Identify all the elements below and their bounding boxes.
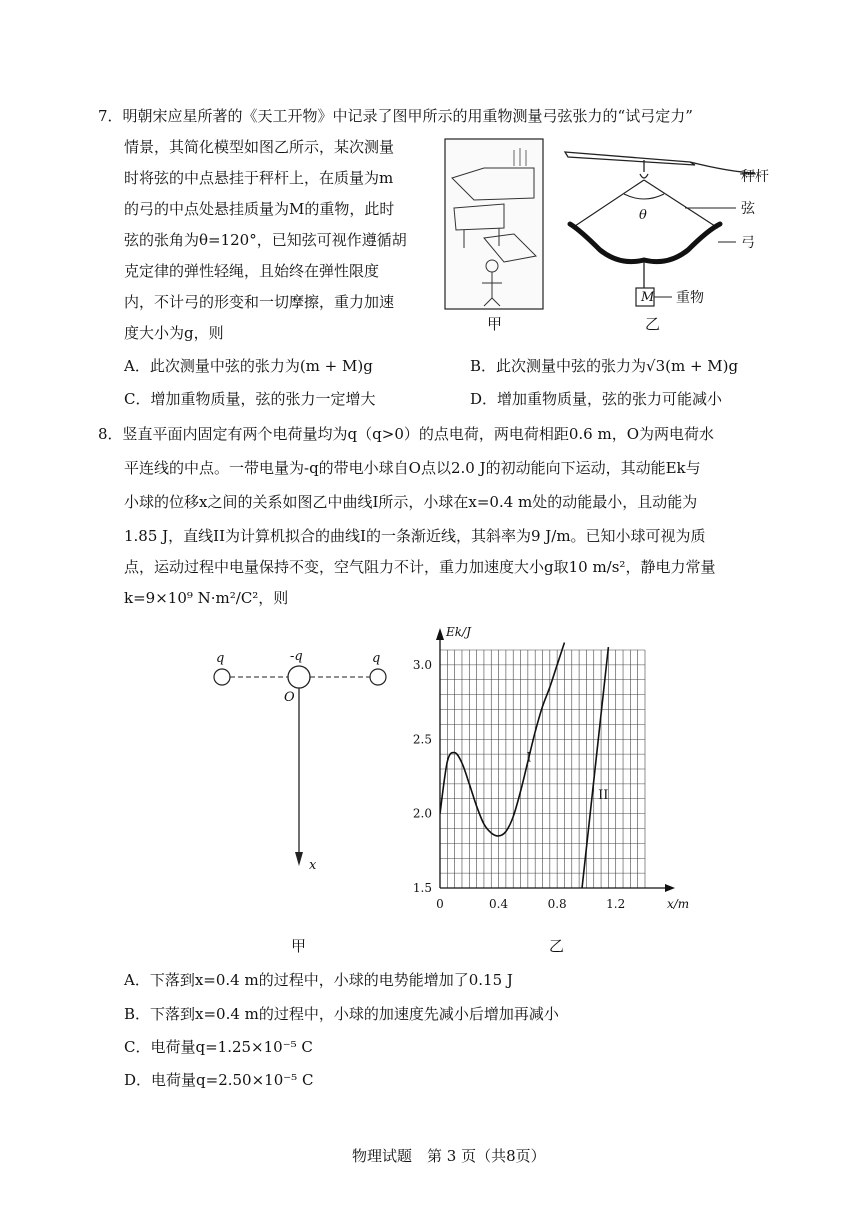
- page-footer: 物理试题 第 3 页（共8页）: [352, 1147, 546, 1165]
- q8-option-a: A．下落到x=0.4 m的过程中，小球的电势能增加了0.15 J: [124, 971, 513, 989]
- y-tick-label: 2.5: [412, 732, 432, 747]
- q7-line-2: 情景，其简化模型如图乙所示，某次测量: [124, 138, 395, 156]
- rod-shape: [565, 152, 695, 165]
- x-axis-arrow-icon: [665, 884, 675, 892]
- series-label-II: II: [598, 787, 609, 803]
- chart-grid: [440, 650, 645, 888]
- label-string: 弦: [741, 201, 755, 217]
- q8-option-c: C．电荷量q=1.25×10⁻⁵ C: [124, 1038, 313, 1056]
- q7-line-6: 克定律的弹性轻绳，且始终在弹性限度: [124, 262, 380, 280]
- q8-line-4: 1.85 J，直线II为计算机拟合的曲线I的一条渐近线，其斜率为9 J/m。已知小球可视为质: [124, 527, 706, 545]
- series-label-I: I: [526, 750, 532, 766]
- q7-figure-b-label: 乙: [645, 315, 661, 333]
- q7-line-1: 7．明朝宋应星所著的《天工开物》中记录了图甲所示的用重物测量弓弦张力的“试弓定力”: [98, 107, 693, 125]
- charge-ball: [288, 666, 310, 688]
- y-tick-label: 1.5: [412, 881, 432, 895]
- x-axis-label: x/m: [667, 897, 690, 911]
- q7-option-b: B．此次测量中弦的张力为√3(m + M)g: [470, 357, 739, 375]
- charge-right: [370, 669, 386, 685]
- x-tick-label: 0.4: [489, 897, 509, 911]
- y-axis-arrow-icon: [436, 628, 444, 640]
- label-x-axis: x: [309, 858, 317, 873]
- label-q-right: q: [372, 651, 381, 666]
- q8-line-1: 8．竖直平面内固定有两个电荷量均为q（q>0）的点电荷，两电荷相距0.6 m，O为两电荷水: [98, 425, 715, 443]
- label-q-mid: -q: [290, 649, 303, 664]
- y-tick-label: 2.0: [412, 806, 432, 821]
- q7-line-4: 的弓的中点处悬挂质量为M的重物，此时: [124, 200, 395, 218]
- x-tick-label: 1.2: [606, 897, 626, 911]
- y-axis-label: Ek/J: [446, 625, 471, 639]
- q7-figure-b-diagram: [560, 138, 790, 313]
- q8-option-b: B．下落到x=0.4 m的过程中，小球的加速度先减小后增加再减小: [124, 1005, 559, 1023]
- q7-figure-a-label: 甲: [487, 315, 503, 333]
- label-rod: 秤杆: [741, 169, 769, 185]
- q8-figure-a-label: 甲: [291, 937, 307, 955]
- series-line-II: [582, 647, 608, 888]
- y-tick-label: 3.0: [412, 657, 432, 672]
- bow-shape: [570, 224, 720, 262]
- q8-line-2: 平连线的中点。一带电量为-q的带电小球自O点以2.0 J的初动能向下运动，其动能Ek与: [124, 459, 701, 477]
- q8-figure-a-diagram: [200, 640, 400, 880]
- q7-option-a: A．此次测量中弦的张力为(m + M)g: [124, 357, 373, 375]
- label-weight: 重物: [676, 290, 704, 306]
- q7-line-5: 弦的张角为θ=120°，已知弦可视作遵循胡: [124, 231, 407, 249]
- ek-x-chart: [400, 620, 690, 920]
- chart-labels: [445, 625, 689, 911]
- x-tick-label: 0: [436, 897, 444, 911]
- x-axis-arrow-icon: [295, 852, 303, 866]
- label-mass: M: [641, 290, 655, 305]
- chart-series: [440, 643, 608, 888]
- q7-line-8: 度大小为g，则: [124, 324, 224, 342]
- q7-figure-a-illustration: [444, 138, 544, 310]
- string-left: [572, 180, 644, 228]
- label-q-left: q: [216, 651, 225, 666]
- q8-line-6: k=9×10⁹ N·m²/C²，则: [124, 589, 289, 607]
- x-tick-label: 0.8: [547, 897, 567, 911]
- label-origin: O: [284, 690, 295, 705]
- string-right: [644, 180, 718, 228]
- q7-option-c: C．增加重物质量，弦的张力一定增大: [124, 390, 376, 408]
- q7-line-3: 时将弦的中点悬挂于秤杆上，在质量为m: [124, 169, 394, 187]
- label-theta: θ: [639, 208, 647, 223]
- q8-option-d: D．电荷量q=2.50×10⁻⁵ C: [124, 1071, 314, 1089]
- label-bow: 弓: [741, 235, 755, 251]
- q8-line-3: 小球的位移x之间的关系如图乙中曲线I所示，小球在x=0.4 m处的动能最小，且动能为: [124, 493, 698, 511]
- q8-line-5: 点，运动过程中电量保持不变，空气阻力不计，重力加速度大小g取10 m/s²，静电力常量: [124, 558, 716, 576]
- q7-line-7: 内，不计弓的形变和一切摩擦，重力加速: [124, 293, 395, 311]
- charge-left: [214, 669, 230, 685]
- q7-option-d: D．增加重物质量，弦的张力可能减小: [470, 390, 723, 408]
- q8-figure-b-label: 乙: [549, 937, 565, 955]
